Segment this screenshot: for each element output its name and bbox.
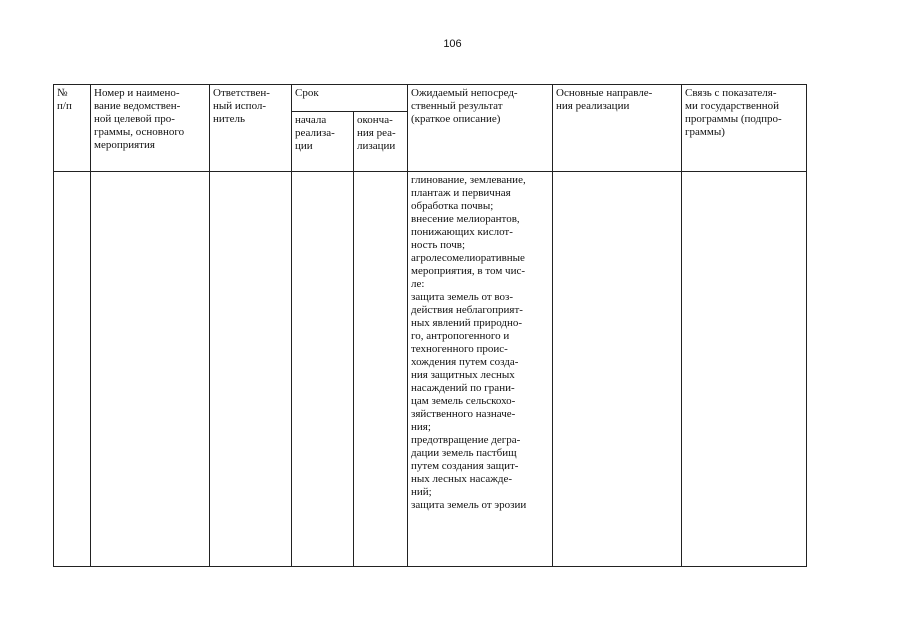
text-line: путем создания защит-: [411, 460, 519, 472]
text-line: Связь с показателя-: [685, 87, 777, 99]
text-line: дации земель пастбищ: [411, 447, 517, 459]
text-line: мероприятия, в том чис-: [411, 265, 526, 277]
header-number: [54, 85, 91, 172]
text-line: оконча-: [357, 114, 393, 126]
text-line: ных лесных насажде-: [411, 473, 512, 485]
text-line: цам земель сельскохо-: [411, 395, 516, 407]
text-line: начала: [295, 114, 327, 126]
expected-result-text: [411, 174, 549, 512]
text-line: действия неблагоприят-: [411, 304, 523, 316]
text-line: ных явлений природно-: [411, 317, 523, 329]
header-program-name-text: [94, 87, 206, 152]
cell-responsible: [210, 172, 292, 567]
text-line: ле:: [411, 278, 425, 290]
text-line: программы (подпро-: [685, 113, 782, 125]
text-line: хождения путем созда-: [411, 356, 519, 368]
header-term-end-text: [357, 114, 404, 153]
text-line: ции: [295, 140, 313, 152]
text-line: граммы): [685, 126, 725, 138]
text-line: ния защитных лесных: [411, 369, 515, 381]
header-responsible-text: [213, 87, 288, 126]
header-expected-result-text: [411, 87, 549, 126]
text-line: предотвращение дегра-: [411, 434, 521, 446]
text-line: Основные направле-: [556, 87, 653, 99]
text-line: (краткое описание): [411, 113, 501, 125]
text-line: агролесомелиоративные: [411, 252, 525, 264]
measures-table: [53, 84, 807, 567]
header-number-text: [57, 87, 87, 113]
text-line: техногенного проис-: [411, 343, 508, 355]
text-line: защита земель от эрозии: [411, 499, 527, 511]
text-line: реализа-: [295, 127, 335, 139]
text-line: плантаж и первичная: [411, 187, 511, 199]
text-line: ственный результат: [411, 100, 503, 112]
text-line: граммы, основного: [94, 126, 185, 138]
text-line: внесение мелиорантов,: [411, 213, 520, 225]
text-line: ми государственной: [685, 100, 779, 112]
text-line: понижающих кислот-: [411, 226, 513, 238]
text-line: №: [57, 87, 68, 99]
cell-number: [54, 172, 91, 567]
text-line: нитель: [213, 113, 245, 125]
header-program-name: [91, 85, 210, 172]
text-line: ной целевой про-: [94, 113, 175, 125]
text-line: вание ведомствен-: [94, 100, 181, 112]
header-term-end: [354, 112, 408, 172]
text-line: Ожидаемый непосред-: [411, 87, 518, 99]
text-line: го, антропогенного и: [411, 330, 510, 342]
text-line: защита земель от воз-: [411, 291, 514, 303]
text-line: зяйственного назначе-: [411, 408, 516, 420]
text-line: глинование, землевание,: [411, 174, 526, 186]
text-line: ния;: [411, 421, 431, 433]
header-main-directions: [553, 85, 682, 172]
text-line: ность почв;: [411, 239, 466, 251]
text-line: ный испол-: [213, 100, 267, 112]
header-main-directions-text: [556, 87, 678, 113]
text-line: насаждений по грани-: [411, 382, 515, 394]
header-program-link-text: [685, 87, 803, 139]
cell-program-name: [91, 172, 210, 567]
text-line: обработка почвы;: [411, 200, 494, 212]
cell-term-end: [354, 172, 408, 567]
header-expected-result: [408, 85, 553, 172]
page-number: 106: [443, 38, 462, 50]
text-line: ния реа-: [357, 127, 396, 139]
header-program-link: [682, 85, 807, 172]
header-term-start: [292, 112, 354, 172]
table-row: [54, 172, 807, 567]
header-term-start-text: [295, 114, 350, 153]
cell-expected-result: [408, 172, 553, 567]
text-line: Номер и наимено-: [94, 87, 180, 99]
cell-main-directions: [553, 172, 682, 567]
cell-program-link: [682, 172, 807, 567]
text-line: ний;: [411, 486, 432, 498]
text-line: Ответствен-: [213, 87, 270, 99]
header-responsible: [210, 85, 292, 172]
text-line: мероприятия: [94, 139, 155, 151]
text-line: ния реализации: [556, 100, 630, 112]
text-line: лизации: [357, 140, 396, 152]
text-line: п/п: [57, 100, 72, 112]
header-term: Срок: [292, 85, 408, 112]
cell-term-start: [292, 172, 354, 567]
